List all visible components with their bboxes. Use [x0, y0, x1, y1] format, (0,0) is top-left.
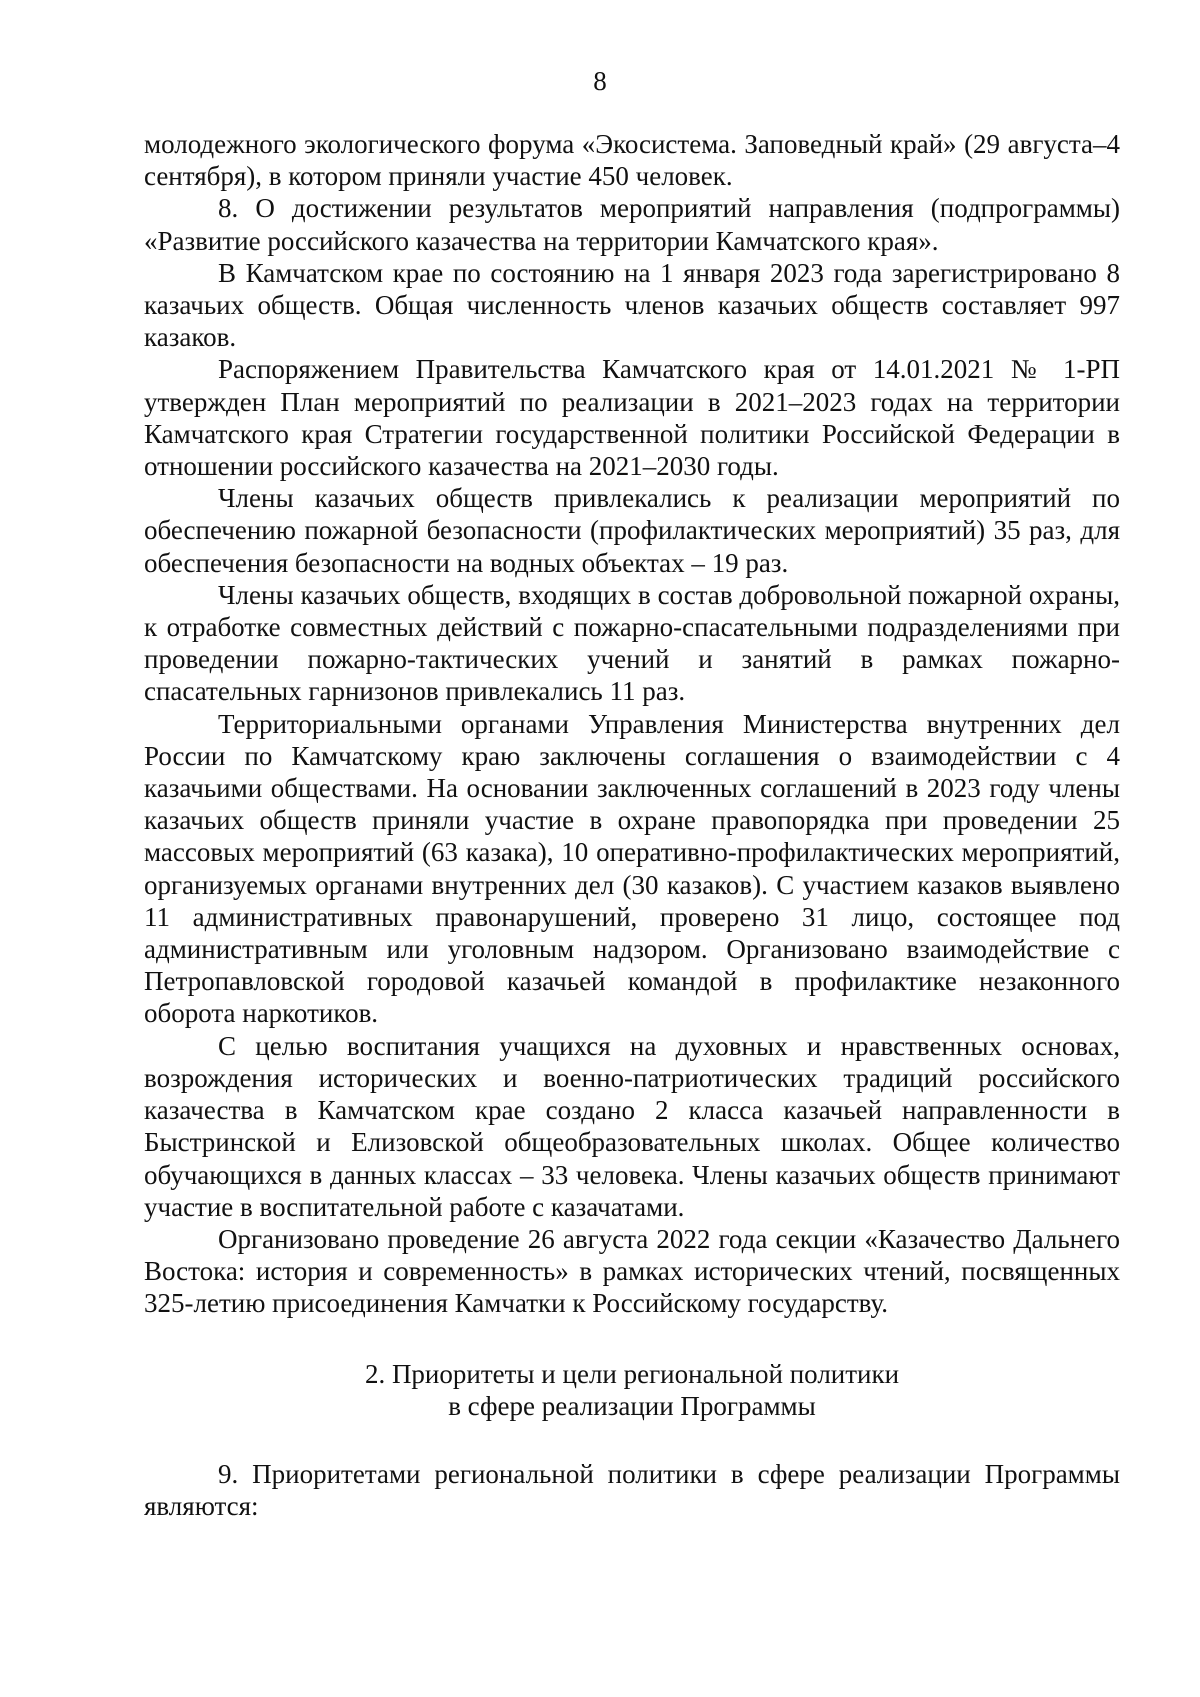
paragraph: молодежного экологического форума «Экосистема. Заповедный край» (29 августа–4 сентября), в котором приняли участие 450 человек. — [144, 129, 1120, 192]
document-body — [144, 128, 1120, 1522]
paragraph: Территориальными органами Управления Министерства внутренних дел России по Камчатскому краю заключены соглашения о взаимодействии с 4 казачьими обществами. На основании заключенных соглашений в 2023 году члены казачьих обществ приняли участие в охране правопорядка при проведении 25 массовых мероприятий (63 казака), 10 оперативно-профилактических мероприятий, организуемых органами внутренних дел (30 казаков). С участием казаков выявлено 11 административных правонарушений, проверено 31 лицо, состоящее под административным или уголовным надзором. Организовано взаимодействие с Петропавловской городовой казачьей командой в профилактике незаконного оборота наркотиков. — [144, 708, 1120, 1029]
section-heading — [144, 1358, 1120, 1422]
paragraph: Распоряжением Правительства Камчатского края от 14.01.2021 № 1-РП утвержден План мероприятий по реализации в 2021–2023 годах на территории Камчатского края Стратегии государственной политики Российской Федерации в отношении российского казачества на 2021–2030 годы. — [144, 354, 1120, 482]
paragraph: 8. О достижении результатов мероприятий направления (подпрограммы) «Развитие российского казачества на территории Камчатского края». — [144, 193, 1120, 256]
paragraph: В Камчатском крае по состоянию на 1 января 2023 года зарегистрировано 8 казачьих обществ. Общая численность членов казачьих обществ составляет 997 казаков. — [144, 257, 1120, 353]
paragraph: Члены казачьих обществ привлекались к реализации мероприятий по обеспечению пожарной безопасности (профилактических мероприятий) 35 раз, для обеспечения безопасности на водных объектах – 19 раз. — [144, 483, 1120, 578]
section-heading-line: в сфере реализации Программы — [448, 1390, 816, 1421]
paragraph: Организовано проведение 26 августа 2022 года секции «Казачество Дальнего Востока: история и современность» в рамках исторических чтений, посвященных 325-летию присоединения Камчатки к Российскому государству. — [144, 1223, 1120, 1319]
paragraph: С целью воспитания учащихся на духовных и нравственных основах, возрождения исторических и военно-патриотических традиций российского казачества в Камчатском крае создано 2 класса казачьей направленности в Быстринской и Елизовской общеобразовательных школах. Общее количество обучающихся в данных классах – 33 человека. Члены казачьих обществ принимают участие в воспитательной работе с казачатами. — [144, 1030, 1120, 1222]
paragraph: Члены казачьих обществ, входящих в состав добровольной пожарной охраны, к отработке совместных действий с пожарно-спасательными подразделениями при проведении пожарно-тактических учений и занятий в рамках пожарно-спасательных гарнизонов привлекались 11 раз. — [144, 579, 1120, 707]
page-number: 8 — [593, 66, 607, 96]
paragraph: 9. Приоритетами региональной политики в сфере реализации Программы являются: — [144, 1458, 1120, 1522]
section-heading-line: 2. Приоритеты и цели региональной политики — [364, 1358, 900, 1389]
